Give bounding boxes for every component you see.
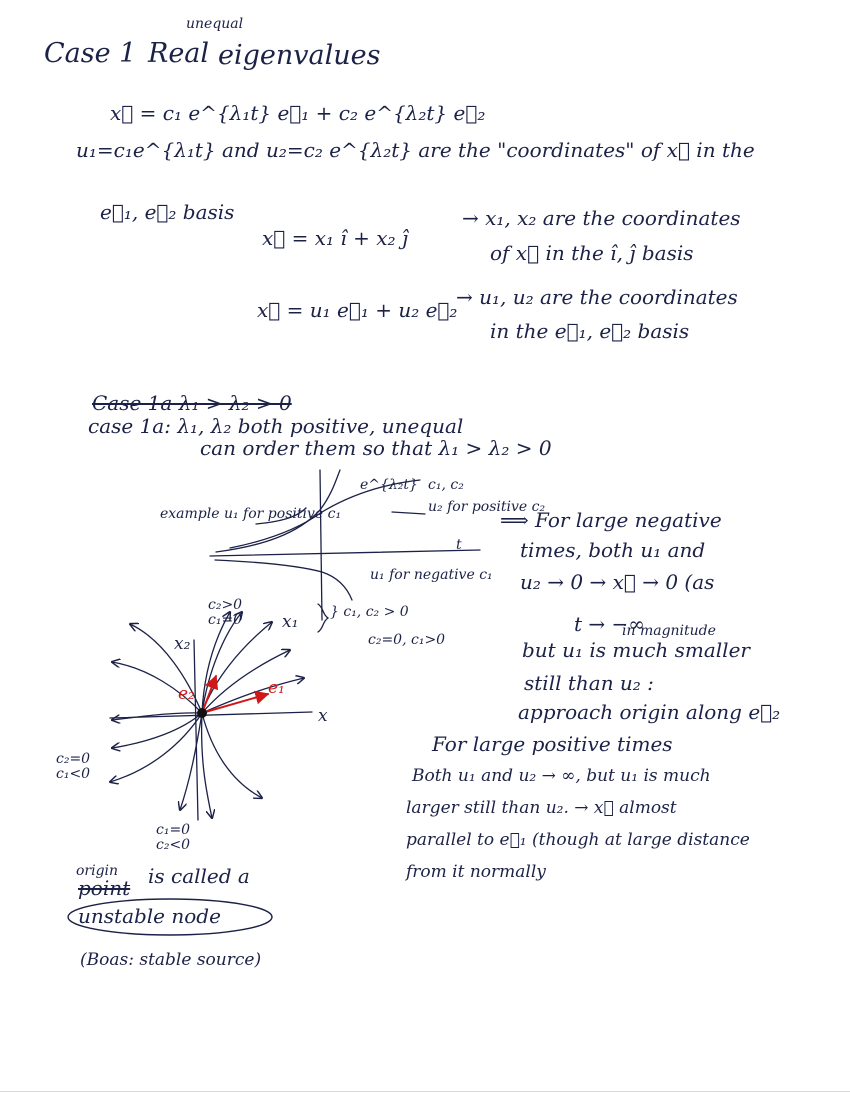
trajectory <box>202 713 262 798</box>
graph-vertical-axis <box>320 470 322 620</box>
negative-times-line3: u₂ → 0 → x⃗ → 0 (as <box>520 570 715 594</box>
struck-heading: Case 1a λ₁ > λ₂ > 0 <box>92 391 292 415</box>
title-eigenvalues: eigenvalues <box>218 40 381 71</box>
standard-basis-note-a: → x₁, x₂ are the coordinates <box>462 206 741 230</box>
case-label: Case 1 <box>44 38 137 69</box>
standard-basis-equation: x⃗ = x₁ î + x₂ ĵ <box>262 226 409 250</box>
unstable-node-label: unstable node <box>78 904 221 928</box>
label-c1c2: c₁, c₂ <box>428 477 464 493</box>
label-u2-positive: u₂ for positive c₂ <box>428 499 546 515</box>
eigen-basis-note-a: → u₁, u₂ are the coordinates <box>456 285 738 309</box>
coordinates-line-b: e⃗₁, e⃗₂ basis <box>100 200 235 224</box>
boas-aside: (Boas: stable source) <box>80 950 262 970</box>
label-u1-positive: example u₁ for positive c₁ <box>160 506 342 522</box>
eigen-basis-equation: x⃗ = u₁ e⃗₁ + u₂ e⃗₂ <box>257 298 458 322</box>
negative-times-line4: t → −∞ <box>574 612 645 636</box>
label-x2-axis: x₂ <box>174 634 191 654</box>
positive-times-line3: larger still than u₂. → x⃗ almost <box>406 798 677 818</box>
graph-horizontal-axis <box>210 550 480 556</box>
negative-times-line2: times, both u₁ and <box>520 538 706 562</box>
standard-basis-note-b: of x⃗ in the î, ĵ basis <box>490 241 694 265</box>
label-exp: e^{λ₂t} <box>360 477 418 493</box>
negative-times-line1: ⟹ For large negative <box>500 508 722 532</box>
ordering-note: can order them so that λ₁ > λ₂ > 0 <box>200 436 552 460</box>
positive-times-line4: parallel to e⃗₁ (though at large distance <box>406 830 750 850</box>
label-e2: e₂ <box>178 684 195 704</box>
case-1a-heading: case 1a: λ₁, λ₂ both positive, unequal <box>88 414 464 438</box>
negative-times-line7: approach origin along e⃗₂ <box>518 700 781 724</box>
positive-times-line2: Both u₁ and u₂ → ∞, but u₁ is much <box>412 766 711 786</box>
origin-dot <box>197 708 207 718</box>
positive-times-line5: from it normally <box>406 862 546 882</box>
label-c2-zero-c1-pos: c₂=0, c₁>0 <box>368 632 446 648</box>
title-real: Real <box>148 38 210 69</box>
conclusion-rest: is called a <box>148 864 250 888</box>
conclusion-inserted-word: origin <box>76 863 119 879</box>
coordinates-line-a: u₁=c₁e^{λ₁t} and u₂=c₂ e^{λ₂t} are the "coordinates" of x⃗ in the <box>76 138 755 162</box>
label-c2-pos-c1-zero: c₂>0 c₁=0 <box>208 597 243 628</box>
curve-u1-negative <box>215 560 352 600</box>
negative-times-line6: still than u₂ : <box>524 671 654 695</box>
page-bottom-edge <box>0 1091 850 1092</box>
label-e1: e₁ <box>268 678 285 698</box>
label-x1-axis: x₁ <box>282 612 299 632</box>
negative-times-inserted: in magnitude <box>622 623 716 639</box>
eigen-basis-note-b: in the e⃗₁, e⃗₂ basis <box>490 319 690 343</box>
phase-x2-axis <box>194 640 198 820</box>
label-x-arrow: x <box>318 706 328 726</box>
conclusion-struck-word: point <box>78 876 131 900</box>
label-c1-zero-c2-neg: c₁=0 c₂<0 <box>156 822 191 853</box>
label-u1-negative: u₁ for negative c₁ <box>370 567 493 583</box>
label-c2-zero-c1-neg: c₂=0 c₁<0 <box>56 751 91 782</box>
label-t: t <box>456 537 462 553</box>
label-c1c2-positive: } c₁, c₂ > 0 <box>330 604 409 620</box>
negative-times-line5: but u₁ is much smaller <box>522 638 750 662</box>
general-solution: x⃗ = c₁ e^{λ₁t} e⃗₁ + c₂ e^{λ₂t} e⃗₂ <box>110 101 486 125</box>
eigenvector-e1 <box>202 694 268 713</box>
title-inserted-word: unequal <box>186 16 244 32</box>
positive-times-line1: For large positive times <box>432 732 673 756</box>
